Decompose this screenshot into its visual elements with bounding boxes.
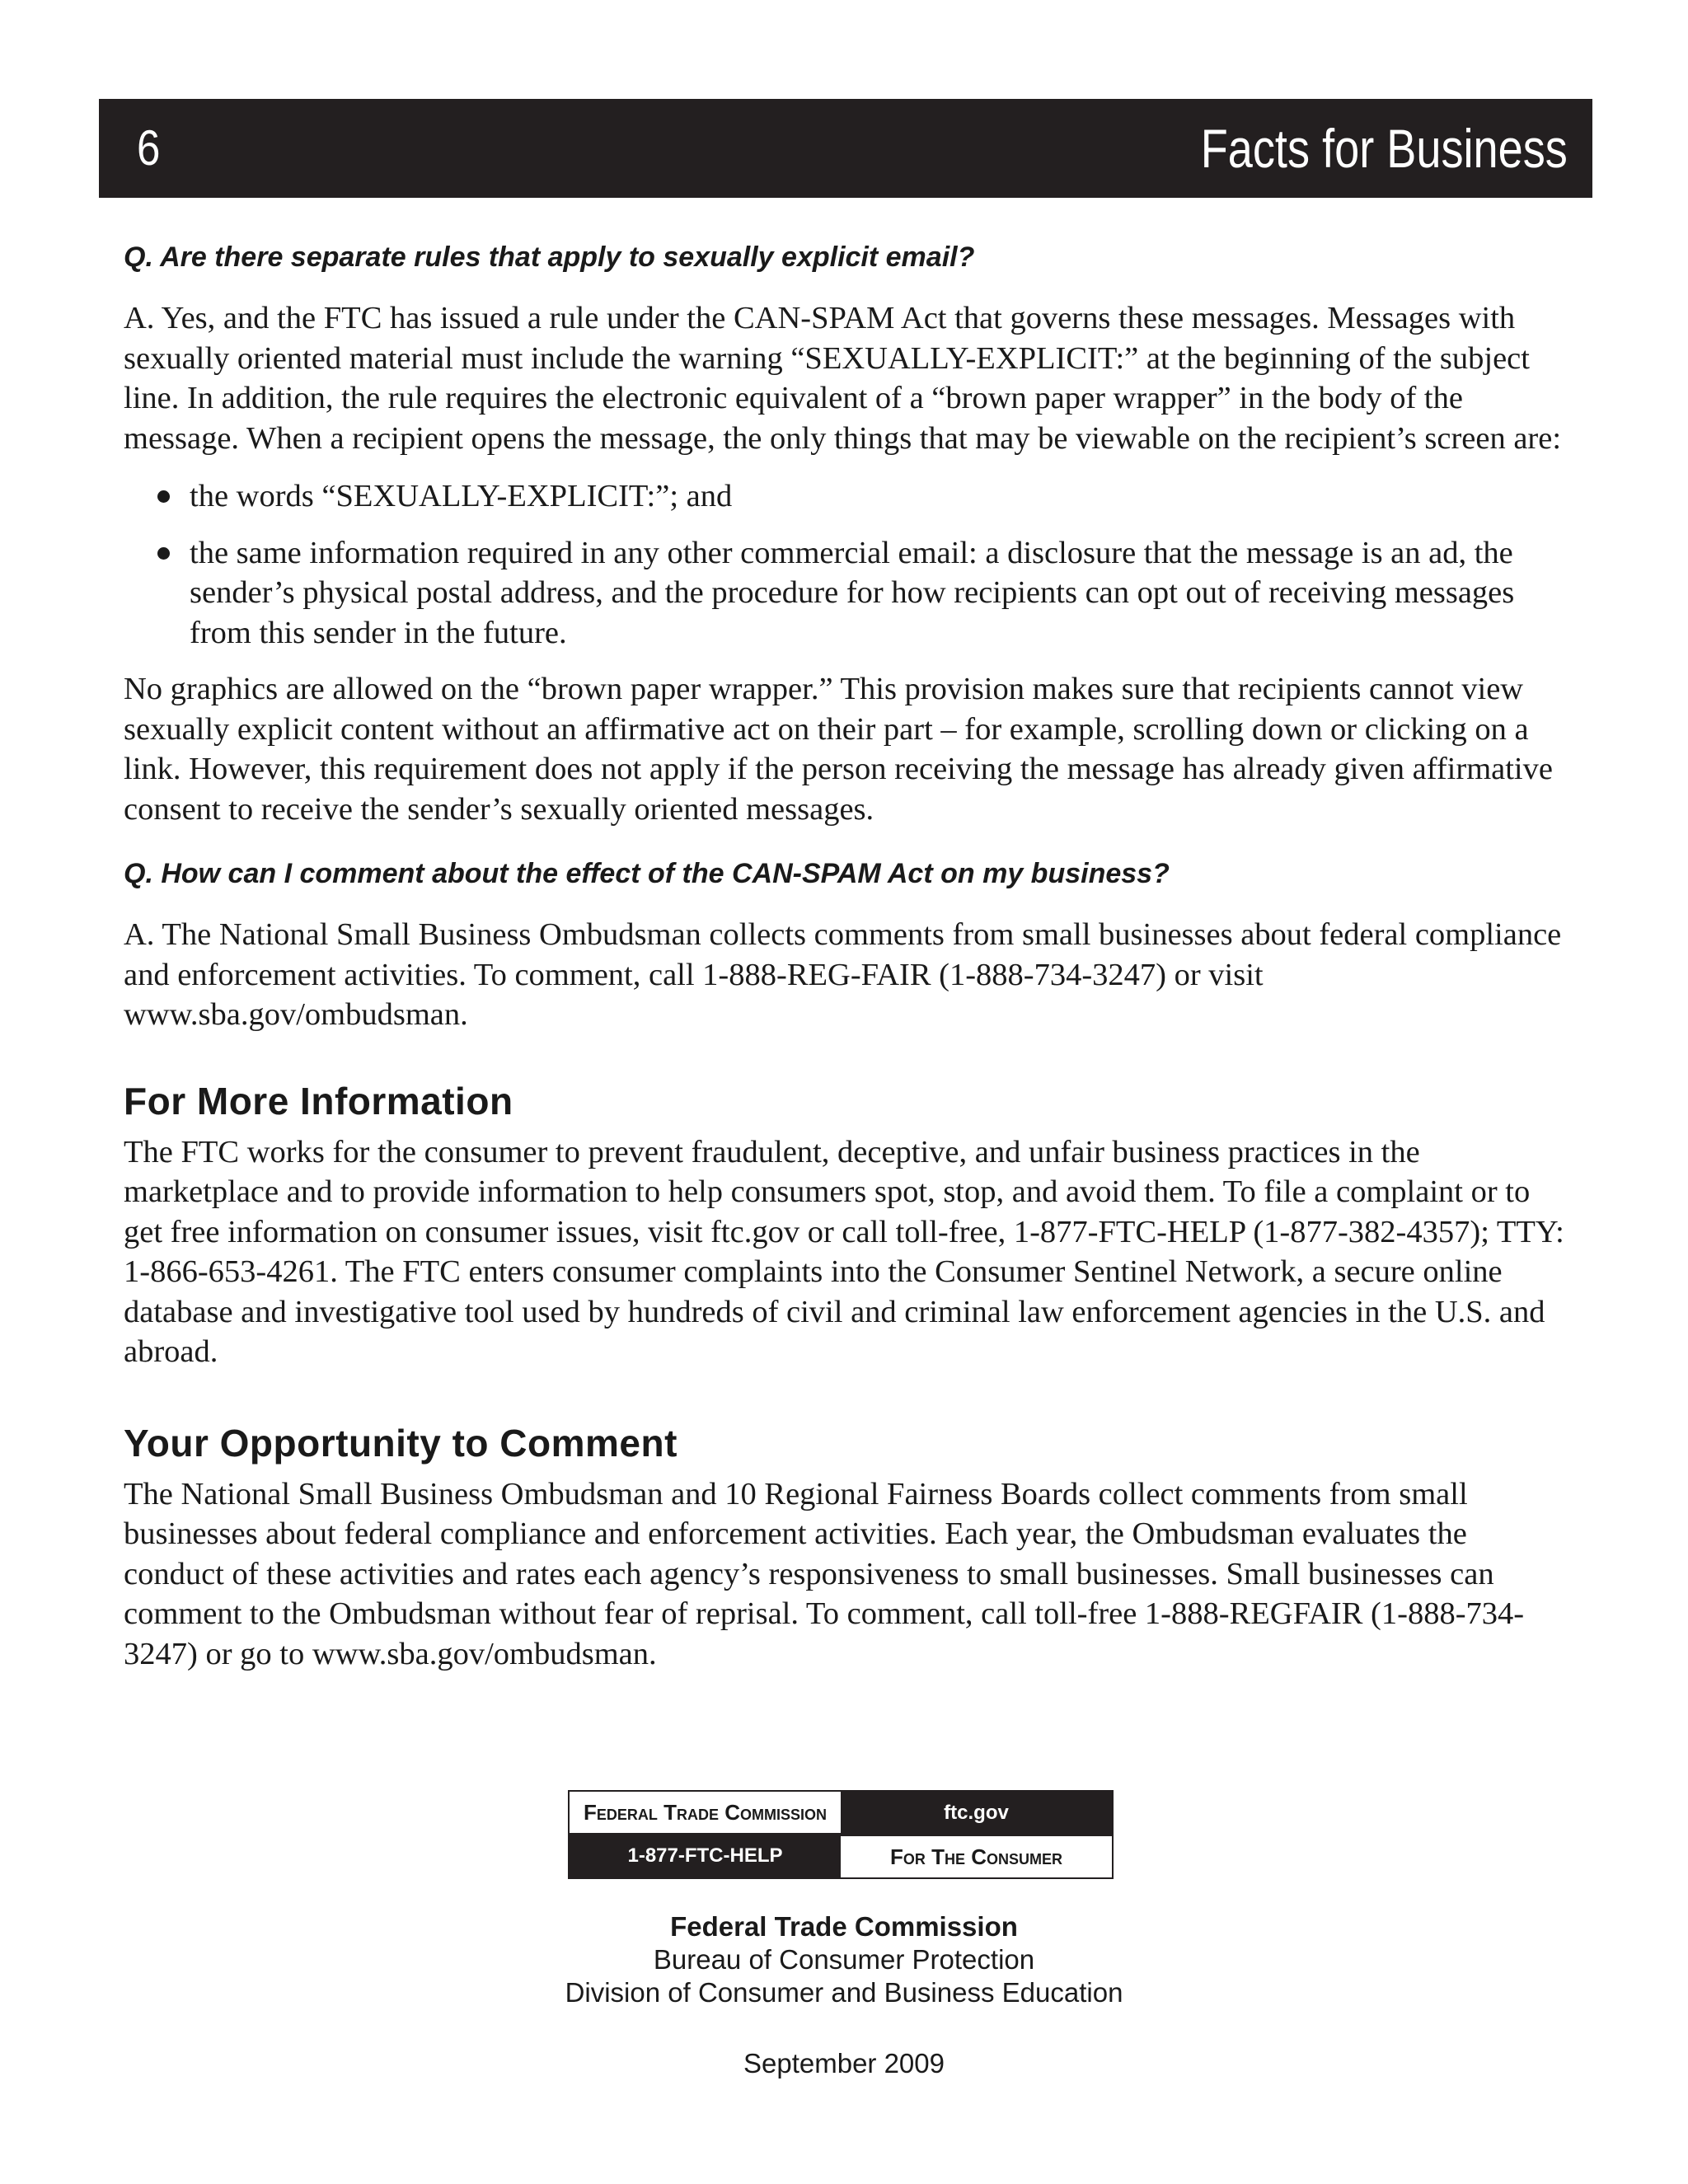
ftc-logo-box [568, 1790, 1114, 1879]
bullet-icon [157, 490, 170, 503]
list-item-text: the same information required in any other commercial email: a disclosure that the message is an ad, the sender’s physical postal address, and the procedure for how recipients can opt out of receiving messages from this sender in the future. [190, 535, 1515, 650]
footer-agency: Federal Trade Commission [670, 1911, 1018, 1942]
viewable-items-list [124, 476, 1566, 653]
footer-bureau: Bureau of Consumer Protection [653, 1944, 1035, 1975]
ftc-box-tagline: For The Consumer [841, 1835, 1112, 1877]
main-content [124, 239, 1566, 1692]
page-header-bar [99, 99, 1592, 198]
list-item [124, 533, 1566, 654]
bullet-icon [157, 547, 170, 560]
answer-comment-effect: A. The National Small Business Ombudsman collects comments from small businesses about federal compliance and enforcement activities. To comment, call 1-888-REG-FAIR (1-888-734-3247) or visit www.sba.gov/ombudsman. [124, 917, 1562, 1032]
question-sexually-explicit: Q. Are there separate rules that apply to sexually explicit email? [124, 241, 975, 273]
publication-title: Facts for Business [1200, 118, 1568, 179]
list-item-text: the words “SEXUALLY-EXPLICIT:”; and [190, 479, 733, 513]
heading-more-information: For More Information [124, 1079, 513, 1122]
more-information-body: The FTC works for the consumer to prevent fraudulent, deceptive, and unfair business practices in the marketplace and to provide information to help consumers spot, stop, and avoid them. To file a complaint or to get free information on consumer issues, visit ftc.gov or call toll-free, 1-877-FTC-HELP (1-877-382-4357); TTY: 1-866-653-4261. The FTC enters consumer complaints into the Consumer Sentinel Network, a secure online database and investigative tool used by hundreds of civil and criminal law enforcement agencies in the U.S. and abroad. [124, 1134, 1564, 1369]
heading-opportunity-to-comment: Your Opportunity to Comment [124, 1421, 678, 1465]
ftc-box-agency-name: Federal Trade Commission [570, 1792, 841, 1835]
answer-sexually-explicit: A. Yes, and the FTC has issued a rule under the CAN-SPAM Act that governs these messages. Messages with sexually oriented material must include the warning “SEXUALLY-EXPLICIT:” at the beginning of the subject line. In addition, the rule requires the electronic equivalent of a “brown paper wrapper” in the body of the message. When a recipient opens the message, the only things that may be viewable on the recipient’s screen are: [124, 301, 1562, 456]
footer-division: Division of Consumer and Business Education [565, 1977, 1123, 2008]
brown-paper-wrapper-paragraph: No graphics are allowed on the “brown paper wrapper.” This provision makes sure that recipients cannot view sexually explicit content without an affirmative act on their part – for example, scrolling down or clicking on a link. However, this requirement does not apply if the person receiving the message has already given affirmative consent to receive the sender’s sexually oriented messages. [124, 672, 1553, 827]
opportunity-to-comment-body: The National Small Business Ombudsman and 10 Regional Fairness Boards collect comments from small businesses about federal compliance and enforcement activities. Each year, the Ombudsman evaluates the conduct of these activities and rates each agency’s responsiveness to small businesses. Small businesses can comment to the Ombudsman without fear of reprisal. To comment, call toll-free 1-888-REGFAIR (1-888-734-3247) or go to www.sba.gov/ombudsman. [124, 1476, 1525, 1671]
list-item [124, 476, 1566, 517]
page-footer [0, 1910, 1688, 2080]
page-number: 6 [137, 120, 161, 176]
footer-date: September 2009 [743, 2048, 945, 2079]
question-comment-effect: Q. How can I comment about the effect of the CAN-SPAM Act on my business? [124, 858, 1170, 889]
ftc-box-website: ftc.gov [841, 1792, 1112, 1835]
ftc-box-phone: 1-877-FTC-HELP [570, 1835, 841, 1877]
